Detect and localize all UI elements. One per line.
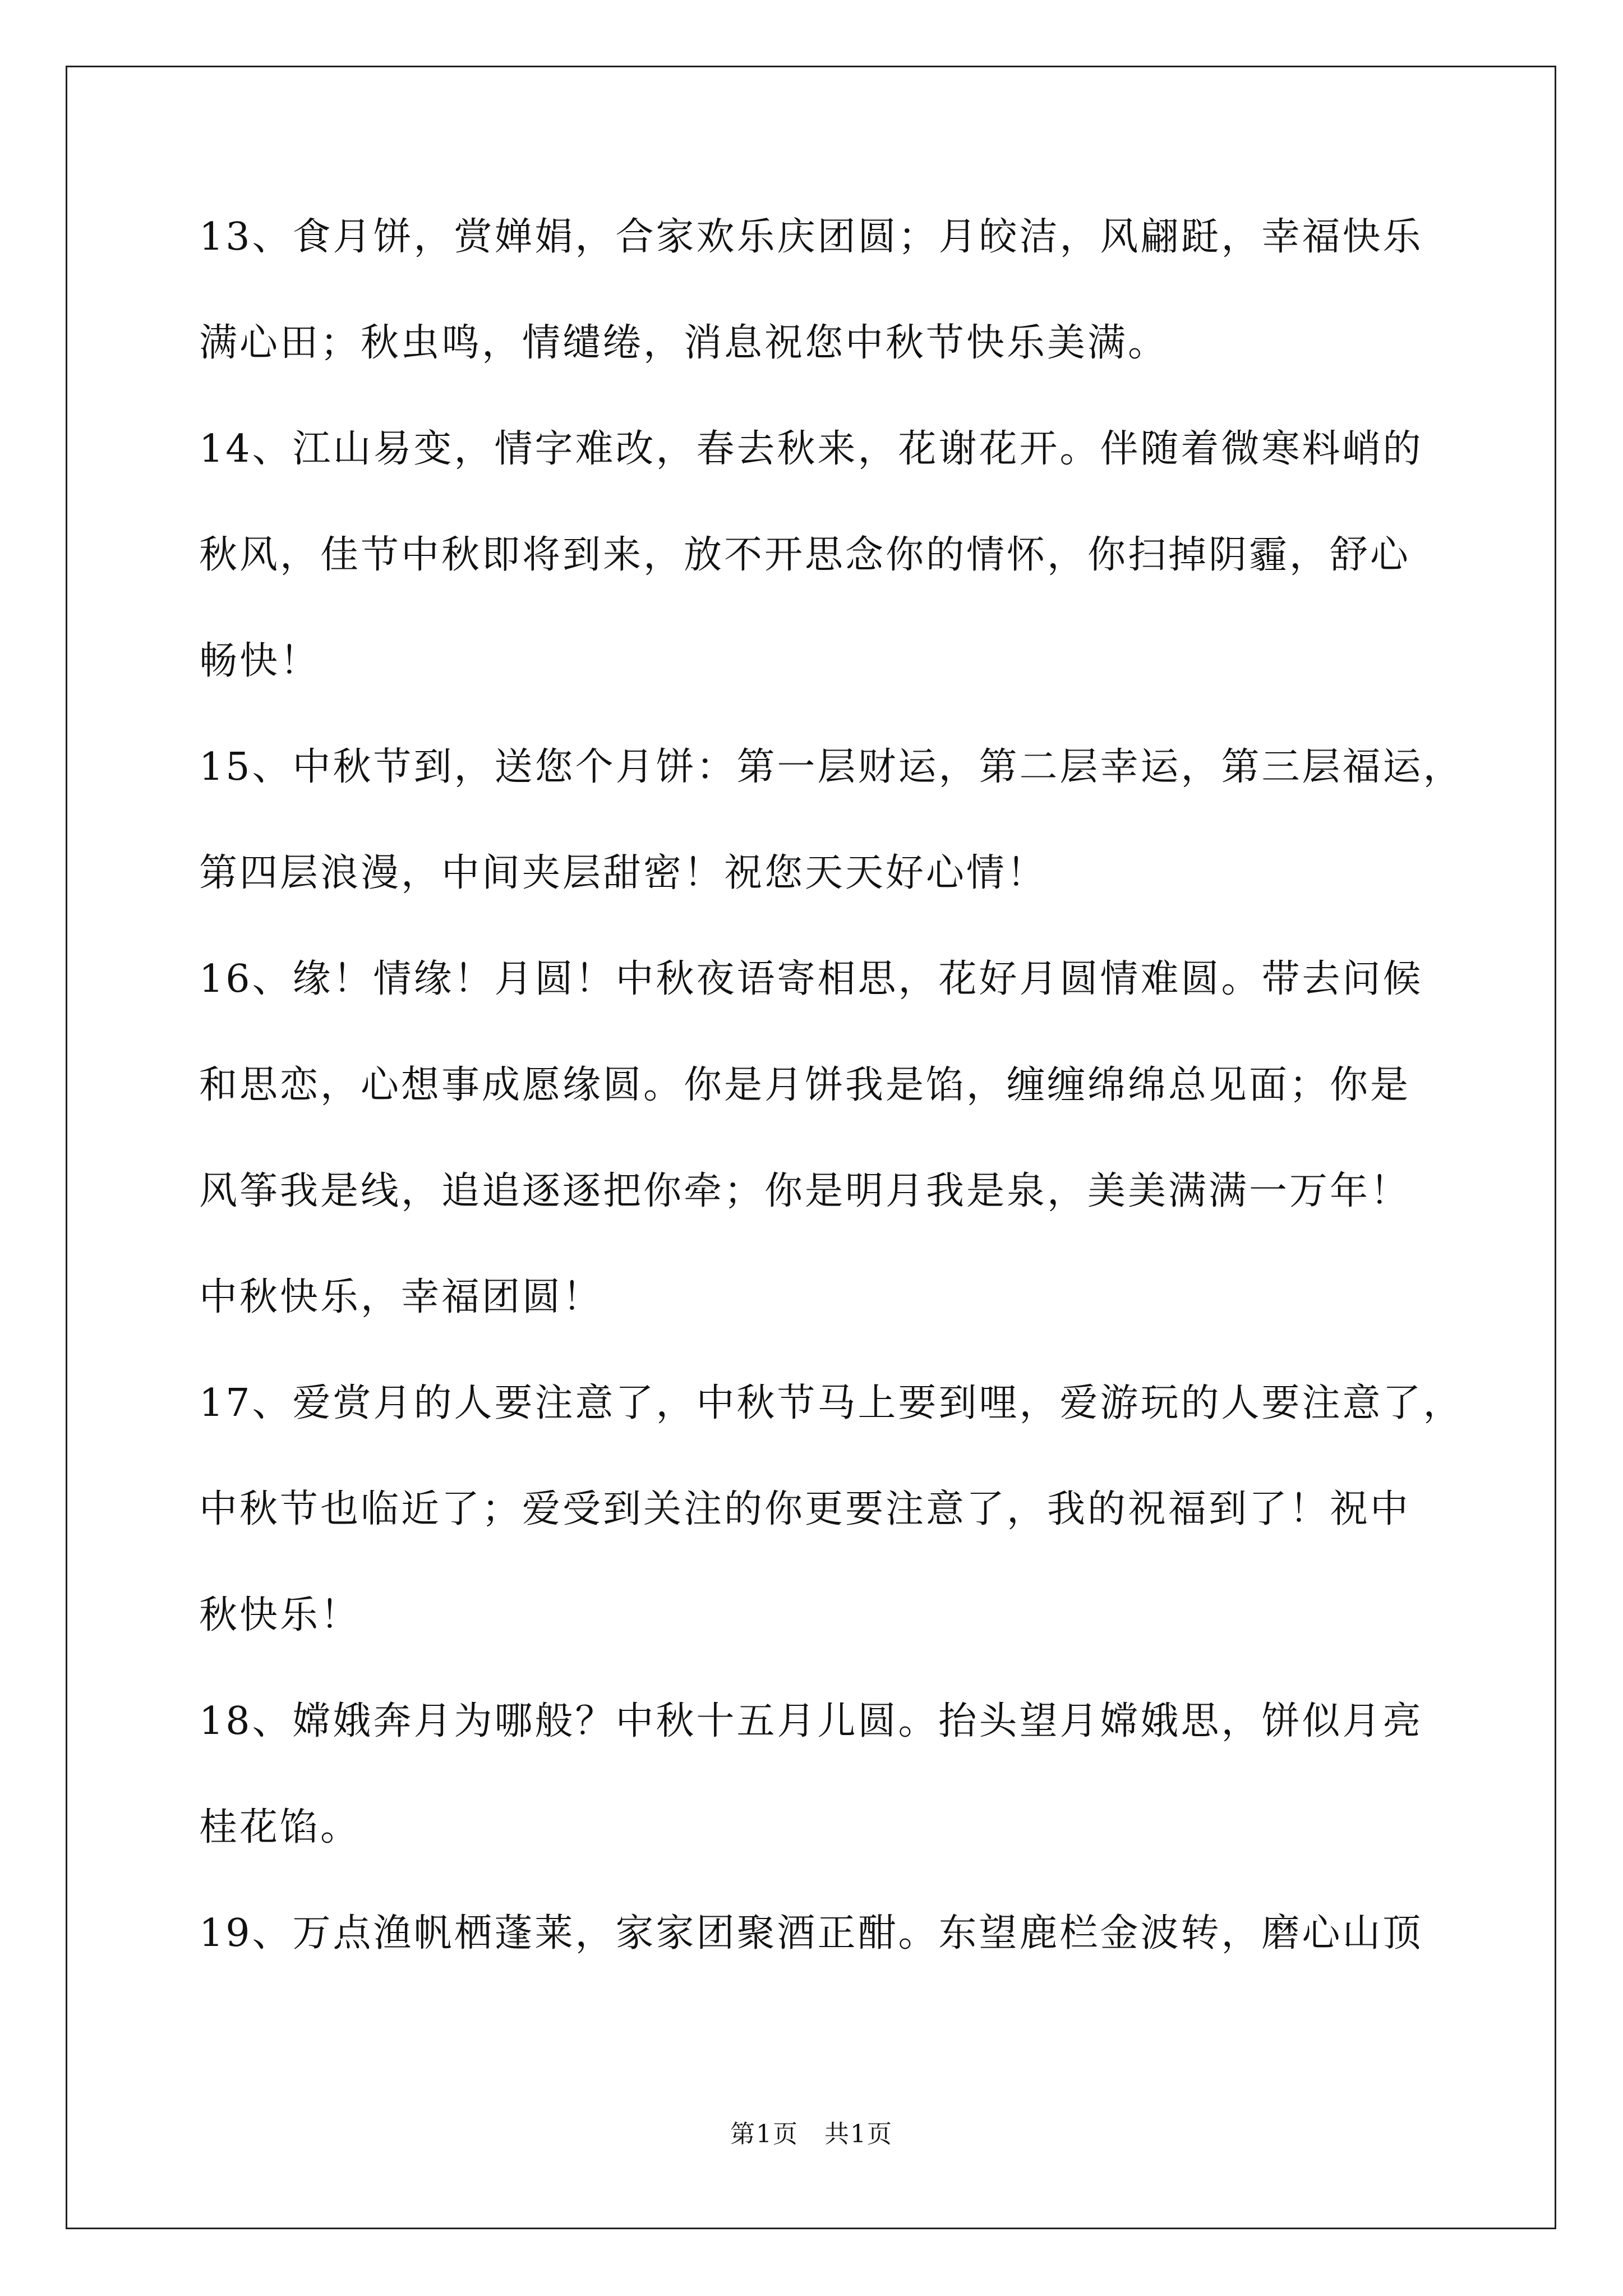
paragraph-line: 18、嫦娥奔月为哪般？中秋十五月儿圆。抬头望月嫦娥思，饼似月亮 — [199, 1699, 1423, 1743]
paragraph-line: 14、江山易变，情字难改，春去秋来，花谢花开。伴随着微寒料峭的 — [199, 427, 1423, 471]
paragraph-line: 满心田；秋虫鸣，情缱绻，消息祝您中秋节快乐美满。 — [199, 321, 1169, 365]
paragraph-line: 中秋快乐，幸福团圆！ — [199, 1275, 603, 1319]
paragraph-line: 秋风，佳节中秋即将到来，放不开思念你的情怀，你扫掉阴霾，舒心 — [199, 533, 1411, 577]
paragraph-line: 17、爱赏月的人要注意了，中秋节马上要到哩，爱游玩的人要注意了， — [199, 1381, 1464, 1425]
paragraph-line: 和思恋，心想事成愿缘圆。你是月饼我是馅，缠缠绵绵总见面；你是 — [199, 1063, 1411, 1107]
paragraph-line: 16、缘！情缘！月圆！中秋夜语寄相思，花好月圆情难圆。带去问候 — [199, 957, 1423, 1001]
paragraph-line: 19、万点渔帆栖蓬莱，家家团聚酒正酣。东望鹿栏金波转，磨心山顶 — [199, 1911, 1423, 1955]
paragraph-line: 第四层浪漫，中间夹层甜密！祝您天天好心情！ — [199, 851, 1048, 895]
paragraph-line: 15、中秋节到，送您个月饼：第一层财运，第二层幸运，第三层福运， — [199, 745, 1464, 789]
page-footer: 第1页 共1页 — [730, 2120, 893, 2148]
paragraph-line: 畅快！ — [199, 639, 321, 683]
paragraph-line: 桂花馅。 — [199, 1805, 361, 1849]
paragraph-line: 中秋节也临近了；爱受到关注的你更要注意了，我的祝福到了！祝中 — [199, 1487, 1411, 1531]
paragraph-line: 风筝我是线，追追逐逐把你牵；你是明月我是泉，美美满满一万年！ — [199, 1169, 1411, 1213]
paragraph-line: 秋快乐！ — [199, 1593, 361, 1637]
paragraph-line: 13、食月饼，赏婵娟，合家欢乐庆团圆；月皎洁，风翩跹，幸福快乐 — [199, 215, 1423, 259]
page-border — [66, 66, 1556, 2229]
